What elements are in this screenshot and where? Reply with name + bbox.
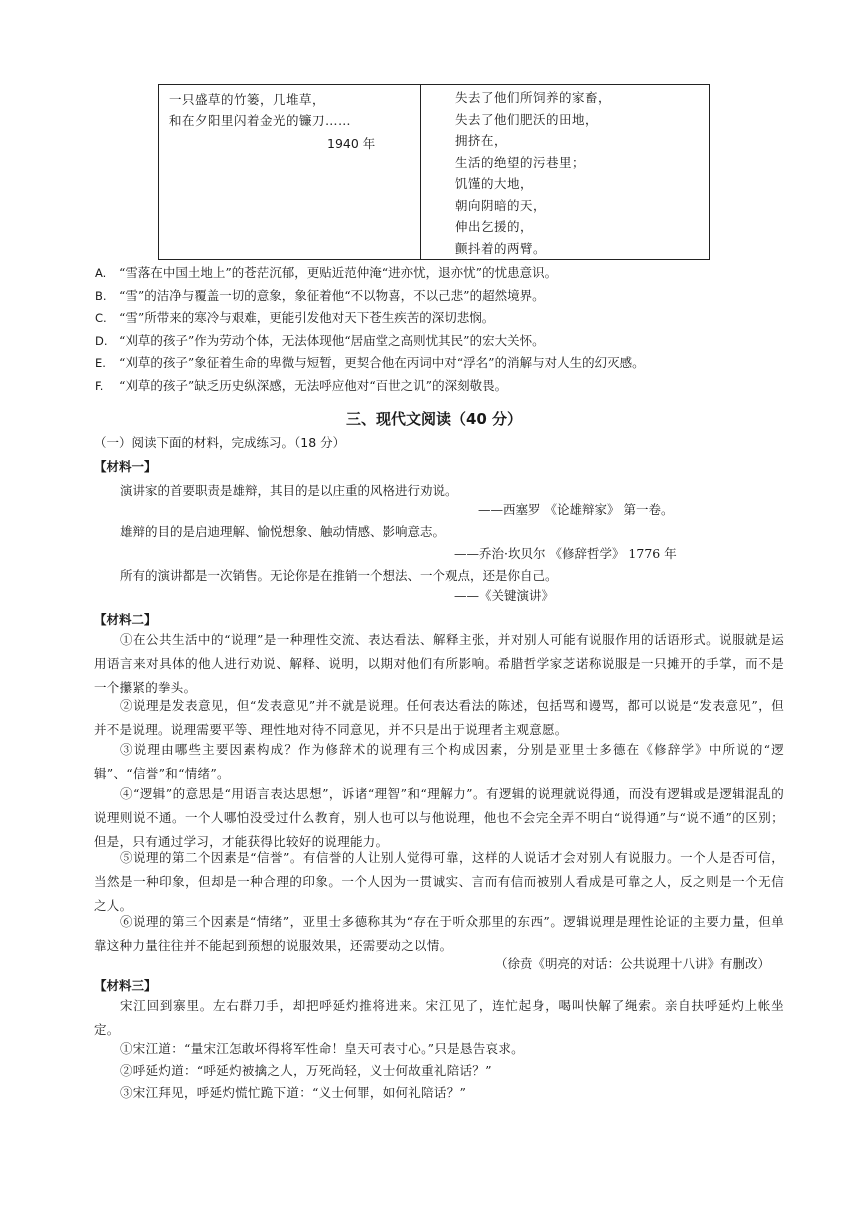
answer-options — [95, 262, 815, 397]
material-2-paragraph: ③说理由哪些主要因素构成？作为修辞术的说理有三个构成因素，分别是亚里士多德在《修辞学》中所说的“逻辑”、“信誉”和“情绪”。 — [94, 742, 784, 781]
material-2-credit: （徐贲《明亮的对话：公共说理十八讲》有删改） — [494, 956, 770, 971]
poem-right-line: 朝向阴暗的天， — [455, 197, 547, 213]
option-a — [95, 262, 815, 285]
poem-right-line: 颤抖着的两臂。 — [455, 240, 547, 256]
poem-left-line: 和在夕阳里闪着金光的镰刀…… — [169, 113, 352, 128]
option-letter: E. — [95, 356, 106, 370]
option-letter: D. — [95, 333, 108, 348]
material-1-source: ——乔治·坎贝尔 《修辞哲学》 1776 年 — [454, 546, 677, 561]
option-e — [95, 352, 815, 375]
material-3-paragraph: ②呼延灼道：“呼延灼被擒之人，万死尚轻，义士何故重礼陪话？” — [120, 1063, 492, 1078]
option-text: “雪”的洁净与覆盖一切的意象，象征着他“不以物喜，不以己悲”的超然境界。 — [119, 287, 545, 303]
option-text: “刈草的孩子”作为劳动个体，无法体现他“居庙堂之高则忧其民”的宏大关怀。 — [119, 332, 545, 348]
material-2-paragraph: ②说理是发表意见，但“发表意见”并不就是说理。任何表达看法的陈述，包括骂和谩骂，都可以说是“发表意见”，但并不是说理。说理需要平等、理性地对待不同意见，并不只是出于说理者主观意愿。 — [94, 698, 784, 737]
poem-year: 1940 年 — [327, 136, 376, 151]
material-1-source: ——《关键演讲》 — [454, 588, 555, 603]
material-3-heading: 【材料三】 — [94, 978, 157, 993]
poem-right-line: 饥馑的大地， — [455, 176, 534, 191]
material-2-paragraph: ⑤说理的第二个因素是“信誉”。有信誉的人让别人觉得可靠，这样的人说话才会对别人有说服力。一个人是否可信，当然是一种印象，但却是一种合理的印象。一个人因为一贯诚实、言而有信而被别人看成是可靠之人，反之则是一个无信之人。 — [94, 850, 784, 913]
material-1-quote: 所有的演讲都是一次销售。无论你是在推销一个想法、一个观点，还是你自己。 — [120, 568, 558, 583]
poem-left-line: 一只盛草的竹篓，几堆草， — [169, 92, 326, 107]
option-letter: A. — [95, 266, 107, 280]
poem-right-line: 伸出乞援的， — [455, 219, 534, 234]
material-3-paragraph: ①宋江道：“量宋江怎敢坏得将军性命！皇天可表寸心。”只是恳告哀求。 — [120, 1041, 524, 1056]
poem-right-line: 失去了他们所饲养的家畜， — [455, 90, 612, 105]
option-letter: C. — [95, 311, 107, 325]
poem-table — [158, 84, 710, 260]
material-3-paragraph: ③宋江拜见，呼延灼慌忙跪下道：“义士何罪，如何礼陪话？” — [120, 1085, 467, 1100]
option-text: “刈草的孩子”缺乏历史纵深感，无法呼应他对“百世之讥”的深刻敬畏。 — [119, 377, 508, 393]
material-2-paragraph: ④“逻辑”的意思是“用语言表达思想”，诉诸“理智”和“理解力”。有逻辑的说理就说得通，而没有逻辑或是逻辑混乱的说理则说不通。一个人哪怕没受过什么教育，别人也可以与他说理，他也不会完全弄不明白“说得通”与“说不通”的区别；但是，只有通过学习，才能获得比较好的说理能力。 — [94, 786, 784, 849]
poem-right-line: 拥挤在， — [455, 133, 508, 148]
option-c — [95, 307, 815, 330]
option-letter: F. — [95, 378, 104, 393]
option-text: “雪落在中国土地上”的苍茫沉郁，更贴近范仲淹“进亦忧，退亦忧”的忧患意识。 — [119, 265, 558, 280]
poem-right-line: 失去了他们肥沃的田地， — [455, 111, 599, 127]
option-f — [95, 375, 815, 398]
option-letter: B. — [95, 288, 107, 303]
material-2-paragraph: ⑥说理的第三个因素是“情绪”，亚里士多德称其为“存在于听众那里的东西”。逻辑说理是理性论证的主要力量，但单靠这种力量往往并不能起到预想的说服效果，还需要动之以情。 — [94, 914, 784, 953]
option-text: “雪”所带来的寒冷与艰难，更能引发他对天下苍生疾苦的深切悲悯。 — [119, 310, 495, 325]
sub-question-heading: （一）阅读下面的材料，完成练习。（18 分） — [94, 435, 346, 450]
material-1-source: ——西塞罗 《论雄辩家》 第一卷。 — [478, 502, 674, 517]
section-title: 三、现代文阅读（40 分） — [345, 410, 523, 428]
option-text: “刈草的孩子”象征着生命的卑微与短暂，更契合他在丙词中对“浮名”的消解与对人生的幻灭感。 — [119, 355, 645, 370]
material-1-quote: 雄辩的目的是启迪理解、愉悦想象、触动情感、影响意志。 — [120, 524, 446, 539]
poem-left-column — [159, 85, 421, 259]
option-b — [95, 285, 815, 308]
poem-right-column — [421, 85, 709, 259]
option-d — [95, 330, 815, 353]
poem-right-line: 生活的绝望的污巷里； — [455, 154, 586, 170]
material-1-quote: 演讲家的首要职责是雄辩，其目的是以庄重的风格进行劝说。 — [120, 483, 458, 498]
material-2-paragraph: ①在公共生活中的“说理”是一种理性交流、表达看法、解释主张，并对别人可能有说服作用的话语形式。说服就是运用语言来对具体的他人进行劝说、解释、说明，以期对他们有所影响。希腊哲学家芝诺称说服是一只摊开的手掌，而不是一个攥紧的拳头。 — [94, 632, 784, 695]
material-3-paragraph: 宋江回到寨里。左右群刀手，却把呼延灼推将进来。宋江见了，连忙起身，喝叫快解了绳索。亲自扶呼延灼上帐坐定。 — [94, 998, 784, 1037]
material-1-heading: 【材料一】 — [94, 459, 157, 474]
material-2-heading: 【材料二】 — [94, 612, 157, 627]
